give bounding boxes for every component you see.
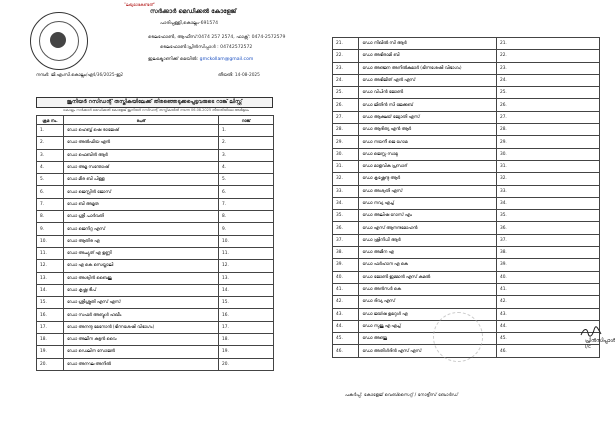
header-name: പേര് xyxy=(64,116,219,125)
row-serial: 20. xyxy=(37,358,64,370)
row-rank: 13. xyxy=(219,272,274,284)
row-rank: 35. xyxy=(496,210,599,222)
rank-table-right xyxy=(332,37,600,358)
college-seal-icon xyxy=(30,12,88,70)
row-name: ഡോ അഭിജിത് എൻ എസ് xyxy=(359,74,497,86)
row-rank: 39. xyxy=(496,259,599,271)
row-rank: 12. xyxy=(219,260,274,272)
row-serial: 27. xyxy=(333,111,359,123)
row-name: ഡോ ജെസ്സിൻ ജോസ് xyxy=(64,186,219,198)
row-serial: 12. xyxy=(37,260,64,272)
row-serial: 2. xyxy=(37,137,64,149)
row-name: ഡോ അഭിരാമി ബി xyxy=(359,50,497,62)
row-serial: 3. xyxy=(37,149,64,161)
row-name: ഡോ മാളവിക പ്രസാദ് xyxy=(359,160,497,172)
row-serial: 42. xyxy=(333,296,359,308)
row-rank: 17. xyxy=(219,321,274,333)
row-rank: 28. xyxy=(496,124,599,136)
row-rank: 24. xyxy=(496,74,599,86)
table-row xyxy=(333,38,600,50)
row-serial: 7. xyxy=(37,198,64,210)
row-name: ഡോ ഹെബ്ബ് ഷെ രാജേഷ് xyxy=(64,125,219,137)
row-rank: 8. xyxy=(219,211,274,223)
table-row xyxy=(333,296,600,308)
row-rank: 26. xyxy=(496,99,599,111)
row-serial: 30. xyxy=(333,148,359,160)
row-serial: 46. xyxy=(333,345,359,357)
table-row xyxy=(333,99,600,111)
row-rank: 3. xyxy=(219,149,274,161)
row-serial: 31. xyxy=(333,160,359,172)
row-serial: 34. xyxy=(333,197,359,209)
table-row xyxy=(333,148,600,160)
row-serial: 24. xyxy=(333,74,359,86)
table-row xyxy=(333,283,600,295)
row-name: ഡോ ജെനിറ്റ എസ് xyxy=(64,223,219,235)
document-date: തീയതി: 14-08-2025 xyxy=(218,73,260,78)
row-name: ഡോ മീര ബി പിള്ള xyxy=(64,174,219,186)
row-rank: 31. xyxy=(496,160,599,172)
row-rank: 5. xyxy=(219,174,274,186)
row-serial: 23. xyxy=(333,62,359,74)
row-name: ഡോ നിഖിൽ സി ആർ xyxy=(359,38,497,50)
row-rank: 11. xyxy=(219,247,274,259)
row-serial: 17. xyxy=(37,321,64,333)
row-serial: 39. xyxy=(333,259,359,271)
table-row xyxy=(333,259,600,271)
row-name: ഡോ ഷ്രിനിധി ആർ xyxy=(359,234,497,246)
table-row xyxy=(333,124,600,136)
row-name: ഡോ ബി അമൃത xyxy=(64,198,219,210)
table-row xyxy=(37,149,274,161)
row-serial: 29. xyxy=(333,136,359,148)
row-name: ഡോ ജിതിൻ സി ജേക്കബ് xyxy=(359,99,497,111)
row-serial: 32. xyxy=(333,173,359,185)
row-serial: 22. xyxy=(333,50,359,62)
row-name: ഡോ ഫർഹാന എ കെ xyxy=(359,259,497,271)
row-serial: 10. xyxy=(37,235,64,247)
table-row xyxy=(333,50,600,62)
table-row xyxy=(37,358,274,370)
college-title: സർക്കാർ മെഡിക്കൽ കോളേജ് xyxy=(150,8,237,15)
email-label: ഇലക്ട്രോണിക്ക് മെയിൽ: xyxy=(148,57,200,62)
row-serial: 11. xyxy=(37,247,64,259)
table-row xyxy=(333,247,600,259)
row-rank: 27. xyxy=(496,111,599,123)
row-name: ഡോ എസ് ആനന്ദമോഹൻ xyxy=(359,222,497,234)
principal-phone: ടെലഫോൺ:പ്രിൻസിപ്പാൾ : 04742572572 xyxy=(160,45,253,50)
row-serial: 5. xyxy=(37,174,64,186)
row-serial: 38. xyxy=(333,247,359,259)
row-name: ഡോ അമൃ സന്തോഷ് xyxy=(64,161,219,173)
principal-signature-label: പ്രിൻസിപ്പാൾ i/c xyxy=(585,338,615,350)
email-line xyxy=(148,56,253,62)
row-name: ഡോ അശ്വതി എസ് xyxy=(359,185,497,197)
table-row xyxy=(37,223,274,235)
row-name: ഡോ അൽഫിയ എൻ xyxy=(64,137,219,149)
row-serial: 36. xyxy=(333,222,359,234)
table-row xyxy=(333,271,600,283)
row-serial: 44. xyxy=(333,320,359,332)
row-serial: 40. xyxy=(333,271,359,283)
row-name: ഡോ അനന്ദു മേനോൻ (ഭിന്നശേഷി വിഭാഗം) xyxy=(64,321,219,333)
table-row xyxy=(37,334,274,346)
row-rank: 38. xyxy=(496,247,599,259)
row-rank: 33. xyxy=(496,185,599,197)
table-row xyxy=(333,210,600,222)
row-name: ഡോ ശ്രീശ്രുതി എസ് എസ് xyxy=(64,297,219,309)
table-row xyxy=(37,161,274,173)
row-rank: 7. xyxy=(219,198,274,210)
row-name: ഡോ കൃഷ്ണ ദീപ് xyxy=(64,284,219,296)
row-name: ഡോ അഞ്ജന അനിൽകുമാർ (ഭിന്നശേഷി വിഭാഗം) xyxy=(359,62,497,74)
row-name: ഡോ ജെസ്സ സാമു xyxy=(359,148,497,160)
college-phone: ടെലഫോൺ, ആഫീസ്:0474 257 2574, ഫാക്സ്: 0474-2572579 xyxy=(148,35,286,40)
table-row xyxy=(37,272,274,284)
row-name: ഡോ ആതിര എ xyxy=(64,235,219,247)
row-rank: 20. xyxy=(219,358,274,370)
row-rank: 14. xyxy=(219,284,274,296)
table-row xyxy=(333,234,600,246)
table-row xyxy=(37,247,274,259)
table-row xyxy=(333,173,600,185)
row-serial: 15. xyxy=(37,297,64,309)
row-serial: 26. xyxy=(333,99,359,111)
header-serial: ക്രമ നം. xyxy=(37,116,64,125)
table-row xyxy=(333,111,600,123)
row-name: ഡോ നവ്യ എച്ച് xyxy=(359,197,497,209)
row-name: ഡോ ദിവ്യ എസ് xyxy=(359,296,497,308)
row-rank: 37. xyxy=(496,234,599,246)
row-name: ഡോ ശ്രീ പാർവതി xyxy=(64,211,219,223)
row-name: ഡോ അശ്വിൻ ബൈജു xyxy=(64,272,219,284)
row-rank: 2. xyxy=(219,137,274,149)
table-row xyxy=(37,137,274,149)
row-name: ഡോ കൃഷ്ണേന്ദു ആർ xyxy=(359,173,497,185)
college-address: പാരിപ്പള്ളി,കൊല്ലം-691574 xyxy=(160,21,219,26)
row-rank: 16. xyxy=(219,309,274,321)
row-name: ഡോ എ കെ സെയ്താലി xyxy=(64,260,219,272)
row-serial: 45. xyxy=(333,333,359,345)
row-name: ഡോ സഫർ അബ്ദുൾ ഹഖീം xyxy=(64,309,219,321)
row-serial: 9. xyxy=(37,223,64,235)
row-name: ഡോ ജോൺ ഇമ്മാൻ എസ് കമൽ xyxy=(359,271,497,283)
row-rank: 36. xyxy=(496,222,599,234)
row-rank: 45. xyxy=(496,333,599,345)
table-row xyxy=(37,211,274,223)
row-serial: 4. xyxy=(37,161,64,173)
row-serial: 33. xyxy=(333,185,359,197)
header-rank: റാങ്ക് xyxy=(219,116,274,125)
row-rank: 15. xyxy=(219,297,274,309)
row-rank: 46. xyxy=(496,345,599,357)
office-stamp-icon xyxy=(433,312,483,362)
table-row xyxy=(333,74,600,86)
left-page xyxy=(0,0,305,422)
row-rank: 44. xyxy=(496,320,599,332)
row-name: ഡോ സുജു എ എച്ച് xyxy=(359,320,497,332)
table-row xyxy=(333,62,600,74)
table-row xyxy=(37,174,274,186)
rank-table-left xyxy=(36,115,274,371)
row-rank: 32. xyxy=(496,173,599,185)
copy-to-line: പകർപ്പ്: കോളേജ് വെബ്സൈറ്റ് / നോട്ടീസ് ബോർഡ് xyxy=(345,393,458,398)
signature-icon xyxy=(580,326,602,338)
row-name: ഡോ അമീന എ xyxy=(359,247,497,259)
top-tag: "ലഭ്യമാകേണ്ടത്" xyxy=(124,2,156,7)
table-row xyxy=(37,260,274,272)
email-link[interactable]: gmckollam@gmail.com xyxy=(199,57,254,62)
row-name: ഡോ ജയ്ഷ ഉമറുൾ എ xyxy=(359,308,497,320)
row-name: ഡോ അനഘ അനിൽ xyxy=(64,358,219,370)
row-rank: 23. xyxy=(496,62,599,74)
row-name: ഡോ അൻസർ കെ xyxy=(359,283,497,295)
table-row xyxy=(333,136,600,148)
row-rank: 34. xyxy=(496,197,599,209)
row-name: ഡോ ഫെബിൻ ആർ xyxy=(64,149,219,161)
row-serial: 28. xyxy=(333,124,359,136)
row-serial: 43. xyxy=(333,308,359,320)
row-rank: 9. xyxy=(219,223,274,235)
table-row xyxy=(333,160,600,172)
table-row xyxy=(37,346,274,358)
row-rank: 41. xyxy=(496,283,599,295)
interview-note: കൊല്ലം സർക്കാർ മെഡിക്കൽ കോളേജ് ജൂനിയർ റസിഡന്റ് തസ്തികയിൽ നടന്ന 06.08.2025 തീയതിയിലെ അഭിമുഖം xyxy=(63,108,249,112)
table-row xyxy=(37,297,274,309)
table-row xyxy=(37,198,274,210)
row-serial: 18. xyxy=(37,334,64,346)
row-rank: 6. xyxy=(219,186,274,198)
row-serial: 25. xyxy=(333,87,359,99)
row-name: ഡോ അഞ്ജു xyxy=(359,333,497,345)
table-row xyxy=(37,321,274,333)
row-rank: 30. xyxy=(496,148,599,160)
row-name: ഡോ നയനീ ജെ ഗോമ xyxy=(359,136,497,148)
row-name: ഡോ വിപിൻ ജോൺ xyxy=(359,87,497,99)
right-page xyxy=(315,0,615,422)
reference-number: നമ്പർ: ജി.എംസി.കൊല്ലം/എ4/36/2025-ഇ2 xyxy=(36,73,124,78)
row-rank: 21. xyxy=(496,38,599,50)
table-row xyxy=(333,87,600,99)
row-rank: 25. xyxy=(496,87,599,99)
row-serial: 37. xyxy=(333,234,359,246)
row-serial: 8. xyxy=(37,211,64,223)
row-serial: 19. xyxy=(37,346,64,358)
table-row xyxy=(37,125,274,137)
row-rank: 29. xyxy=(496,136,599,148)
row-serial: 6. xyxy=(37,186,64,198)
row-serial: 1. xyxy=(37,125,64,137)
row-serial: 35. xyxy=(333,210,359,222)
row-serial: 21. xyxy=(333,38,359,50)
row-name: ഡോ അലീന കുട്ടൻ വൈ xyxy=(64,334,219,346)
row-rank: 1. xyxy=(219,125,274,137)
table-row xyxy=(37,235,274,247)
row-name: ഡോ അച്യുത് എ ഉണ്ണി xyxy=(64,247,219,259)
row-name: ഡോ ആക്ഷയ് ജ്യോതി എസ് xyxy=(359,111,497,123)
row-serial: 14. xyxy=(37,284,64,296)
row-name: ഡോ അതിൾദിൻ എസ് എസ് xyxy=(359,345,497,357)
rank-list-banner: ജൂനിയർ റസിഡന്റ് തസ്തികയിലേക്ക് തിരഞ്ഞെടുക്കപ്പെട്ടവരുടെ റാങ്ക് ലിസ്റ്റ് xyxy=(36,97,273,108)
table-row xyxy=(37,309,274,321)
row-serial: 41. xyxy=(333,283,359,295)
row-rank: 18. xyxy=(219,334,274,346)
row-name: ഡോ അലിഷ റോസ് എം xyxy=(359,210,497,222)
table-row xyxy=(37,284,274,296)
table-row xyxy=(333,222,600,234)
row-rank: 10. xyxy=(219,235,274,247)
row-rank: 19. xyxy=(219,346,274,358)
row-name: ഡോ ആദിത്യ എൻ ആർ xyxy=(359,124,497,136)
row-serial: 16. xyxy=(37,309,64,321)
row-rank: 42. xyxy=(496,296,599,308)
table-row xyxy=(333,197,600,209)
row-rank: 40. xyxy=(496,271,599,283)
row-serial: 13. xyxy=(37,272,64,284)
table-row xyxy=(37,186,274,198)
row-rank: 43. xyxy=(496,308,599,320)
table-row xyxy=(333,185,600,197)
row-name: ഡോ ഡെലിന സോജൻ xyxy=(64,346,219,358)
row-rank: 22. xyxy=(496,50,599,62)
row-rank: 4. xyxy=(219,161,274,173)
